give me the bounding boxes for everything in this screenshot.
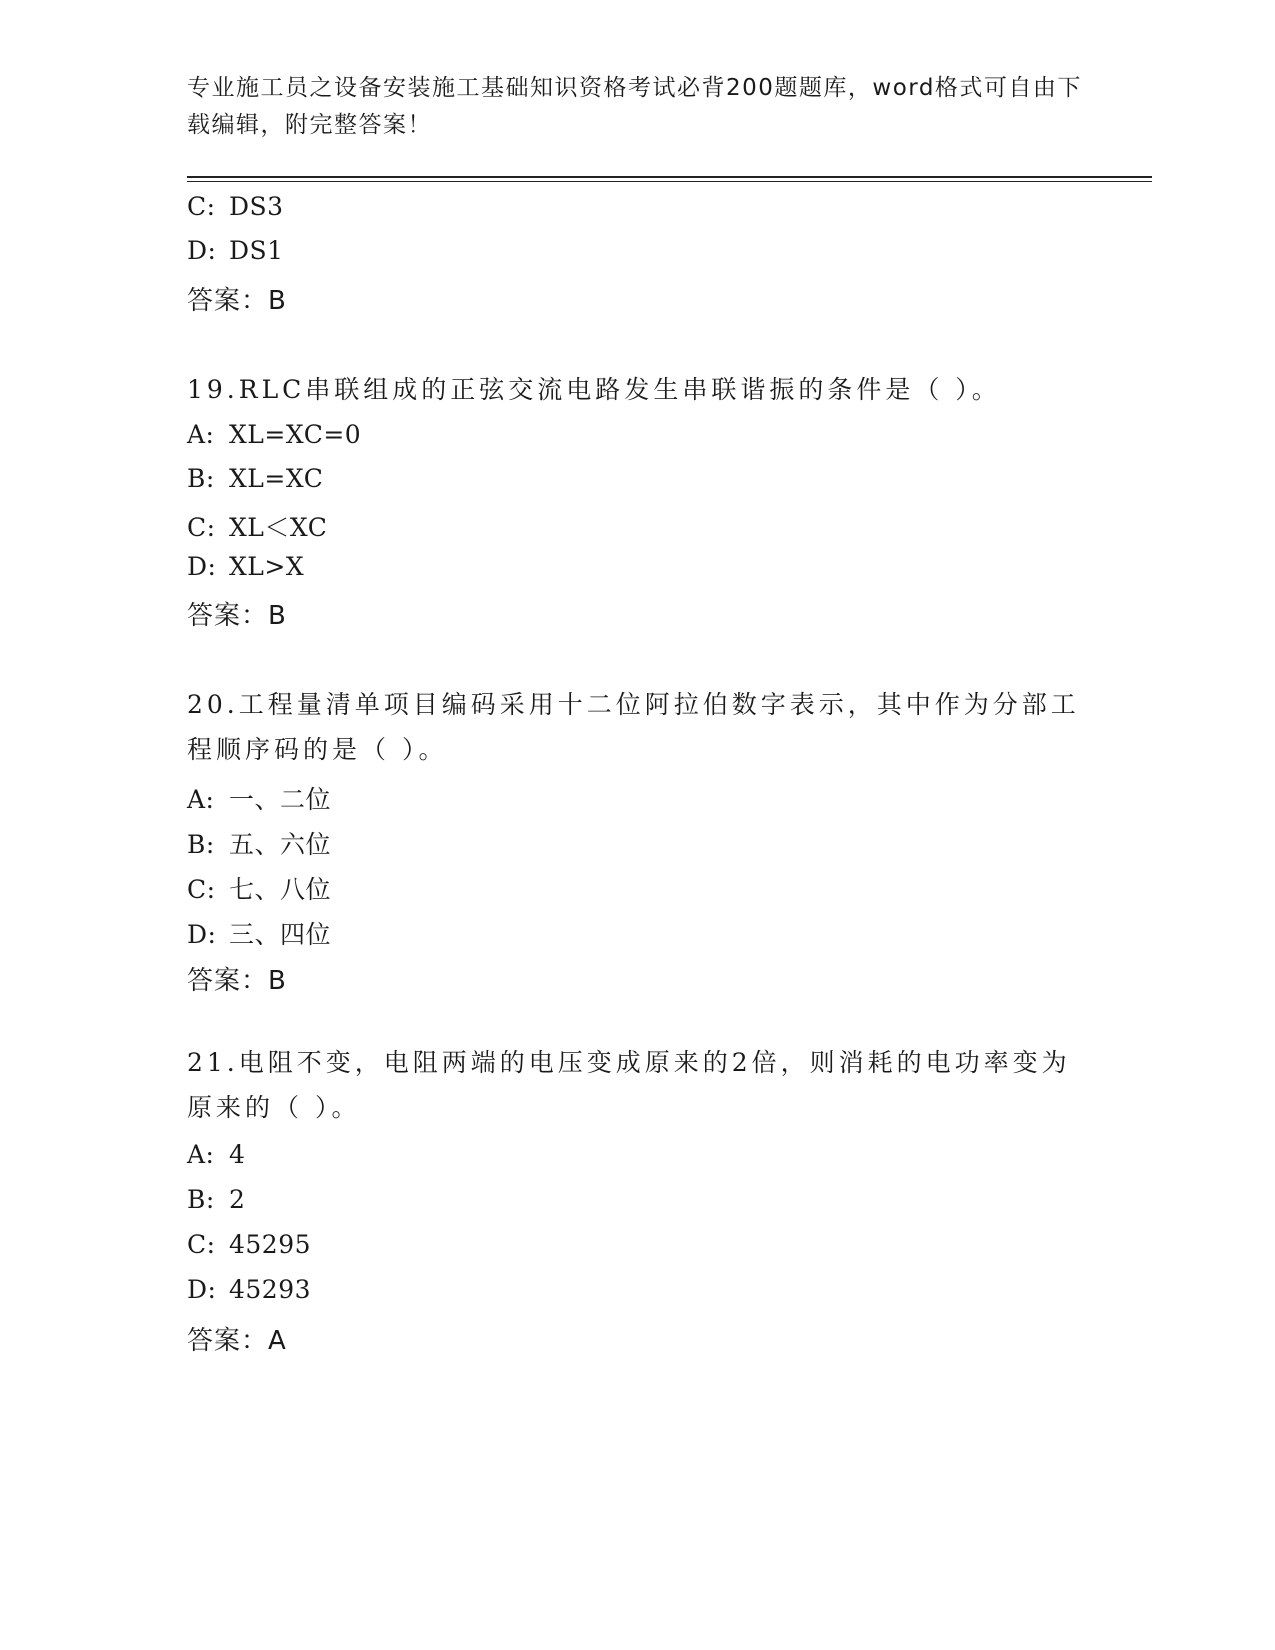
option-d <box>187 552 304 581</box>
option-text: DS1 <box>229 236 284 265</box>
question-19-text: 19.RLC串联组成的正弦交流电路发生串联谐振的条件是（ ）。 <box>187 375 1001 404</box>
option-label: C: <box>187 875 216 904</box>
option-text: 一、二位 <box>229 785 332 814</box>
question-20-text: 20.工程量清单项目编码采用十二位阿拉伯数字表示，其中作为分部工程顺序码的是（ ）。 <box>187 690 1080 764</box>
option-b <box>187 1185 245 1214</box>
option-label: B: <box>187 1185 215 1214</box>
option-label: A: <box>187 420 215 449</box>
option-text: 45295 <box>229 1230 312 1259</box>
option-label: C: <box>187 513 216 542</box>
option-text: 五、六位 <box>229 830 332 859</box>
option-c <box>187 870 331 906</box>
option-d <box>187 236 284 265</box>
option-label: D: <box>187 236 217 265</box>
option-label: D: <box>187 920 217 949</box>
option-label: A: <box>187 1140 215 1169</box>
option-a <box>187 780 331 816</box>
answer-line: 答案：B <box>187 601 287 631</box>
option-b <box>187 464 323 493</box>
option-label: B: <box>187 830 215 859</box>
option-text: XL＜XC <box>229 513 328 542</box>
option-c <box>187 508 327 544</box>
option-c <box>187 192 284 221</box>
option-text: 2 <box>229 1185 246 1214</box>
header-rule-thin <box>187 181 1152 182</box>
option-label: C: <box>187 192 216 221</box>
option-label: B: <box>187 464 215 493</box>
option-text: XL=XC <box>229 464 324 493</box>
option-text: 七、八位 <box>229 875 332 904</box>
option-c <box>187 1230 311 1259</box>
option-text: DS3 <box>229 192 284 221</box>
option-label: D: <box>187 1275 217 1304</box>
option-text: 三、四位 <box>229 920 332 949</box>
option-text: XL=XC=0 <box>229 420 362 449</box>
header-rule-thick <box>187 176 1152 178</box>
option-a <box>187 1140 245 1169</box>
answer-line: 答案：B <box>187 966 287 996</box>
option-label: A: <box>187 785 215 814</box>
option-label: C: <box>187 1230 216 1259</box>
option-label: D: <box>187 552 217 581</box>
answer-line: 答案：A <box>187 1326 287 1356</box>
option-text: XL>X <box>229 552 305 581</box>
option-d <box>187 915 331 951</box>
page-header: 专业施工员之设备安装施工基础知识资格考试必背200题题库，word格式可自由下载编辑，附完整答案！ <box>187 75 1082 138</box>
answer-line: 答案：B <box>187 286 287 316</box>
option-text: 4 <box>229 1140 246 1169</box>
option-d <box>187 1275 311 1304</box>
option-b <box>187 825 331 861</box>
option-text: 45293 <box>229 1275 312 1304</box>
question-21-text: 21.电阻不变，电阻两端的电压变成原来的2倍，则消耗的电功率变为原来的（ ）。 <box>187 1048 1071 1122</box>
option-a <box>187 420 361 449</box>
